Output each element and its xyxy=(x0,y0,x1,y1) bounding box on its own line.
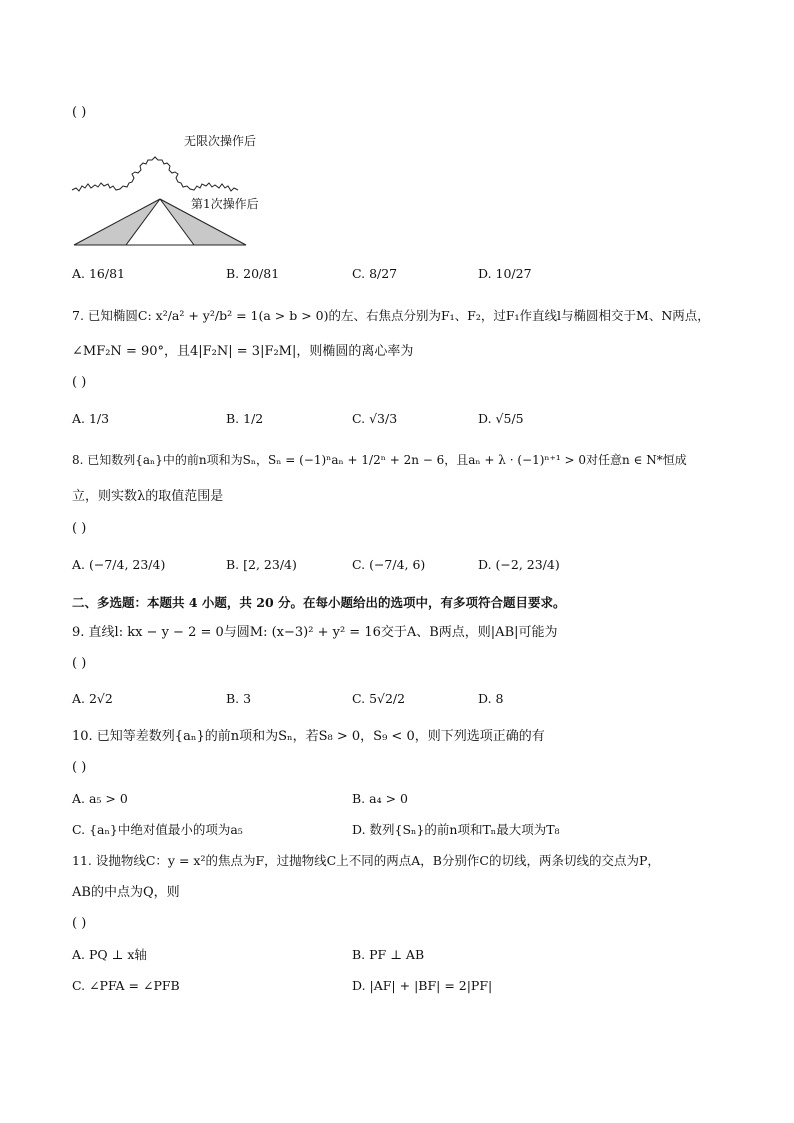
q8-answer-paren: ( ) xyxy=(72,521,87,536)
q10-option-d[interactable]: D. 数列{Sₙ}的前n项和Tₙ最大项为T₈ xyxy=(352,822,560,837)
q8-option-c[interactable]: C. (−7/4, 6) xyxy=(352,557,426,572)
q6-answer-paren: ( ) xyxy=(72,105,87,120)
q10-option-c[interactable]: C. {aₙ}中绝对值最小的项为a₅ xyxy=(72,822,243,837)
q11-option-b[interactable]: B. PF ⊥ AB xyxy=(352,947,425,962)
q9-option-b[interactable]: B. 3 xyxy=(226,691,252,706)
koch-snowflake-figure xyxy=(66,128,286,257)
q7-option-d[interactable]: D. √5/5 xyxy=(478,411,524,426)
q11-option-d[interactable]: D. |AF| + |BF| = 2|PF| xyxy=(352,978,493,993)
q9-option-d[interactable]: D. 8 xyxy=(478,691,504,706)
q9-answer-paren: ( ) xyxy=(72,656,87,671)
q7-answer-paren: ( ) xyxy=(72,375,87,390)
q6-option-a[interactable]: A. 16/81 xyxy=(72,266,125,281)
q11-option-a[interactable]: A. PQ ⊥ x轴 xyxy=(72,947,147,962)
section-multi-choice-heading: 二、多选题：本题共 4 小题，共 20 分。在每小题给出的选项中，有多项符合题目要求。 xyxy=(72,595,566,610)
q9-option-a[interactable]: A. 2√2 xyxy=(72,691,113,706)
q10-stem: 10. 已知等差数列{aₙ}的前n项和为Sₙ，若S₈ > 0，S₉ < 0，则下列选项正确的有 xyxy=(72,729,545,744)
q8-option-a[interactable]: A. (−7/4, 23/4) xyxy=(72,557,166,572)
q8-stem-line2: 立，则实数λ的取值范围是 xyxy=(72,489,224,504)
q7-option-c[interactable]: C. √3/3 xyxy=(352,411,398,426)
figure-label-infinite: 无限次操作后 xyxy=(184,134,257,148)
koch-curve xyxy=(72,157,238,191)
q10-answer-paren: ( ) xyxy=(72,760,87,775)
q7-option-a[interactable]: A. 1/3 xyxy=(72,411,110,426)
q11-stem-line1: 11. 设抛物线C：y = x²的焦点为F，过抛物线C上不同的两点A，B分别作C的切线，两条切线的交点为P， xyxy=(72,853,660,868)
left-triangle xyxy=(74,199,160,245)
q10-option-b[interactable]: B. a₄ > 0 xyxy=(352,791,408,806)
q8-option-d[interactable]: D. (−2, 23/4) xyxy=(478,557,560,572)
q7-option-b[interactable]: B. 1/2 xyxy=(226,411,264,426)
q6-option-c[interactable]: C. 8/27 xyxy=(352,266,398,281)
q9-option-c[interactable]: C. 5√2/2 xyxy=(352,691,406,706)
q9-stem: 9. 直线l: kx − y − 2 = 0与圆M: (x−3)² + y² = 16交于A、B两点，则|AB|可能为 xyxy=(72,625,558,640)
q11-answer-paren: ( ) xyxy=(72,916,87,931)
q11-stem-line2: AB的中点为Q，则 xyxy=(72,885,180,900)
q7-stem-line2: ∠MF₂N = 90°，且4|F₂N| = 3|F₂M|，则椭圆的离心率为 xyxy=(72,344,414,359)
q10-option-a[interactable]: A. a₅ > 0 xyxy=(72,791,128,806)
q11-option-c[interactable]: C. ∠PFA = ∠PFB xyxy=(72,978,180,993)
figure-label-first: 第1次操作后 xyxy=(191,197,259,211)
q6-option-b[interactable]: B. 20/81 xyxy=(226,266,280,281)
q7-stem-line1: 7. 已知椭圆C: x²/a² + y²/b² = 1(a > b > 0)的左、右焦点分别为F₁、F₂，过F₁作直线l与椭圆相交于M、N两点， xyxy=(72,308,710,323)
q6-option-d[interactable]: D. 10/27 xyxy=(478,266,532,281)
q8-option-b[interactable]: B. [2, 23/4) xyxy=(226,557,297,572)
q8-stem-line1: 8. 已知数列{aₙ}中的前n项和为Sₙ，Sₙ = (−1)ⁿaₙ + 1/2ⁿ + 2n − 6，且aₙ + λ · (−1)ⁿ⁺¹ > 0对任意n ∈ N*恒成 xyxy=(72,453,687,467)
